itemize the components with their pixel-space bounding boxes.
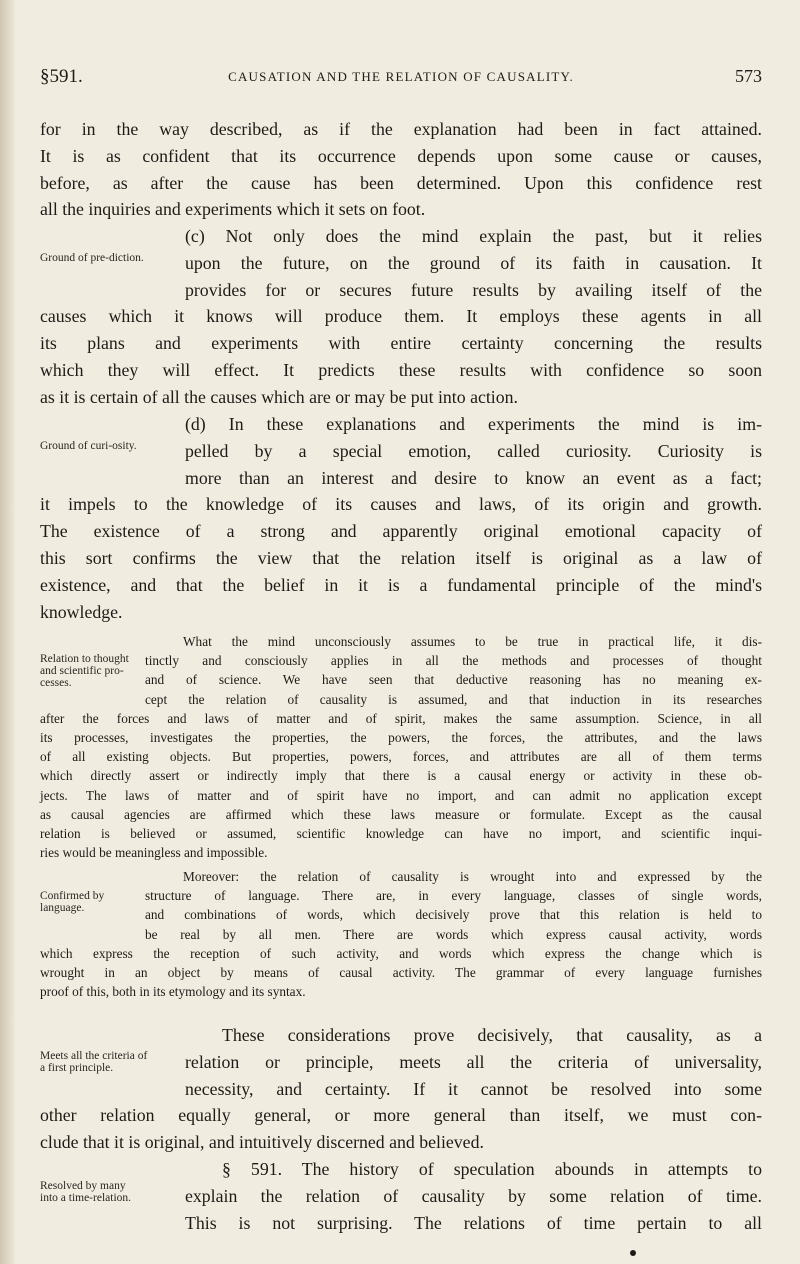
text-line: this sort confirms the view that the relation itself is original as a law of xyxy=(40,547,762,568)
chapter-title: CAUSATION AND THE RELATION OF CAUSALITY. xyxy=(228,69,574,84)
sidenote-confirmed-language: Confirmed by language. xyxy=(40,890,105,914)
text-line: tinctly and consciously applies in all the methods and processes of thought xyxy=(145,653,762,669)
page-binding-shadow xyxy=(0,0,16,1264)
text-line: (c) Not only does the mind explain the past, but it relies xyxy=(185,226,762,246)
text-line: as causal agencies are affirmed which these laws measure or formulate. Except as the causal xyxy=(40,806,762,822)
text-line: § 591. The history of speculation abounds in attempts to xyxy=(222,1159,762,1179)
paragraph-1 xyxy=(40,116,762,223)
text-line: all the inquiries and experiments which it sets on foot. xyxy=(40,199,426,220)
paragraph-591 xyxy=(40,1156,762,1236)
text-line: be real by all men. There are words which express causal activity, words xyxy=(145,926,762,942)
text-line: The existence of a strong and apparently original emotional capacity of xyxy=(40,521,762,542)
text-line: cept the relation of causality is assumed, and that induction in its researches xyxy=(145,691,762,707)
text-line: relation is believed or assumed, scientific knowledge can have no import, and scientific inqui- xyxy=(40,826,762,842)
text-line: (d) In these explanations and experiments the mind is im- xyxy=(185,414,762,434)
text-line: upon the future, on the ground of its faith in causation. It xyxy=(185,252,762,273)
text-line: causes which it knows will produce them. It employs these agents in all xyxy=(40,306,762,327)
text-line: pelled by a special emotion, called curiosity. Curiosity is xyxy=(185,440,762,461)
text-line: after the forces and laws of matter and of spirit, makes the same assumption. Science, in all xyxy=(40,710,762,726)
text-line: What the mind unconsciously assumes to be true in practical life, it dis- xyxy=(183,634,762,649)
text-line: before, as after the cause has been determined. Upon this confidence rest xyxy=(40,172,762,193)
text-line: for in the way described, as if the explanation had been in fact attained. xyxy=(40,119,762,139)
sidenote-curiosity: Ground of curi-osity. xyxy=(40,440,137,452)
text-line: proof of this, both in its etymology and its syntax. xyxy=(40,984,306,1000)
text-line: necessity, and certainty. If it cannot be resolved into some xyxy=(185,1078,762,1099)
text-line: and of science. We have seen that deductive reasoning has no meaning ex- xyxy=(145,672,762,688)
text-line: its plans and experiments with entire certainty concerning the results xyxy=(40,333,762,354)
text-line: knowledge. xyxy=(40,601,123,622)
text-line: ries would be meaningless and impossible. xyxy=(40,845,268,861)
text-line: These considerations prove decisively, that causality, as a xyxy=(222,1025,762,1045)
text-line: which express the reception of such activity, and words which express the change which is xyxy=(40,945,762,961)
text-line: relation or principle, meets all the criteria of universality, xyxy=(185,1051,762,1072)
text-line: and combinations of words, which decisively prove that this relation is held to xyxy=(145,907,762,923)
text-line: other relation equally general, or more general than itself, we must con- xyxy=(40,1105,762,1126)
text-line: existence, and that the belief in it is a fundamental principle of the mind's xyxy=(40,574,762,595)
sidenote-meets-criteria: Meets all the criteria of a first principle. xyxy=(40,1050,148,1074)
text-line: its processes, investigates the properties, the powers, the forces, the attributes, and the laws xyxy=(40,730,762,746)
running-header xyxy=(40,66,762,90)
text-line: which they will effect. It predicts these results with confidence so soon xyxy=(40,359,762,380)
text-line: structure of language. There are, in every language, classes of single words, xyxy=(145,888,762,904)
sidenote-prediction: Ground of pre-diction. xyxy=(40,252,144,264)
text-line: provides for or secures future results by availing itself of the xyxy=(185,279,762,300)
text-line: as it is certain of all the causes which are or may be put into action. xyxy=(40,386,518,407)
text-line: It is as confident that its occurrence depends upon some cause or causes, xyxy=(40,145,762,166)
sidenote-relation-thought: Relation to thought and scientific pro-cesses. xyxy=(40,653,129,689)
paragraph-d xyxy=(40,411,762,625)
text-line: more than an interest and desire to know an event as a fact; xyxy=(185,467,762,488)
page-number: 573 xyxy=(735,66,762,86)
text-line: Moreover: the relation of causality is wrought into and expressed by the xyxy=(183,869,762,884)
text-line: clude that it is original, and intuitively discerned and believed. xyxy=(40,1132,484,1153)
paragraph-c xyxy=(40,223,762,411)
text-line: of all existing objects. But properties, powers, forces, and attributes are all of them terms xyxy=(40,749,762,765)
smallprint-paragraph-2 xyxy=(40,867,762,1001)
text-line: wrought in an object by means of causal activity. The grammar of every language furnishes xyxy=(40,965,762,981)
smallprint-paragraph-1 xyxy=(40,632,762,862)
ink-mark xyxy=(630,1250,636,1256)
text-line: This is not surprising. The relations of time pertain to all xyxy=(185,1212,762,1233)
paragraph-criteria xyxy=(40,1022,762,1156)
text-line: explain the relation of causality by some relation of time. xyxy=(185,1185,762,1206)
text-line: which directly assert or indirectly imply that there is a causal energy or activity in these ob- xyxy=(40,768,762,784)
text-line: jects. The laws of matter and of spirit have no import, and can admit no application except xyxy=(40,787,762,803)
sidenote-resolved: Resolved by many into a time-relation. xyxy=(40,1180,132,1204)
text-line: it impels to the knowledge of its causes and laws, of its origin and growth. xyxy=(40,494,762,515)
section-number: §591. xyxy=(40,66,83,87)
